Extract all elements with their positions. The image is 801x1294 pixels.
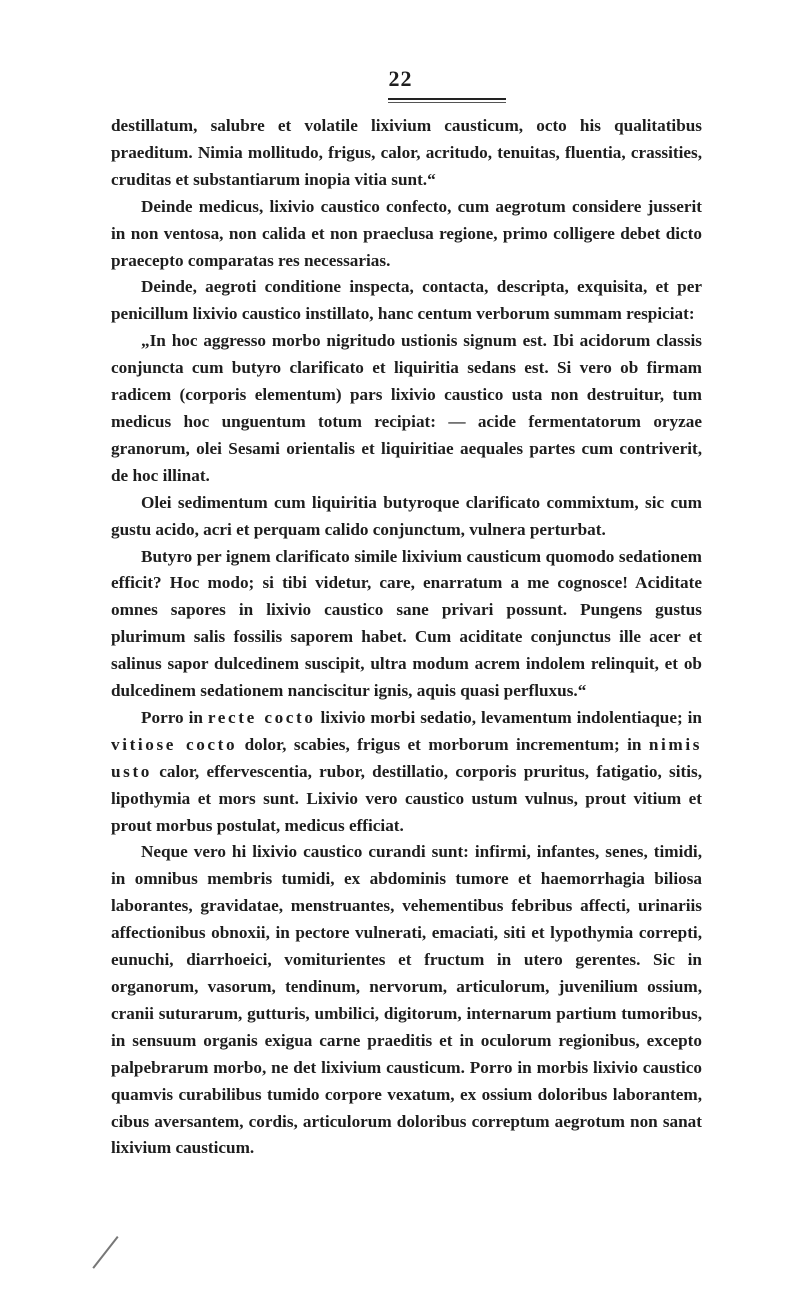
- spaced-emphasis: vitiose cocto: [111, 734, 238, 754]
- stray-pen-mark: [92, 1236, 118, 1269]
- text-run: Deinde, aegroti conditione inspecta, contacta, descripta, exquisita, et per penicillum lixivio caustico instillato, hanc centum verborum summam respiciat:: [111, 277, 702, 324]
- text-run: lixivio morbi sedatio, levamentum indolentiaque; in: [315, 707, 702, 727]
- body-text: [111, 113, 702, 1162]
- page-number: 22: [388, 66, 413, 91]
- header-rule-thin: [388, 102, 506, 103]
- paragraph: [111, 113, 702, 194]
- paragraph: [111, 328, 702, 489]
- header-rule: [388, 98, 506, 100]
- paragraph: [111, 544, 702, 705]
- text-run: Porro in: [141, 707, 208, 727]
- text-run: Olei sedimentum cum liquiritia butyroque clarificato commixtum, sic cum gustu acido, acri et perquam calido conjunctum, vulnera perturbat.: [111, 492, 702, 539]
- text-run: destillatum, salubre et volatile lixivium causticum, octo his qualitatibus praeditum. Nimia mollitudo, frigus, calor, acritudo, tenuitas, fluentia, crassities, cruditas et substantiarum inopia vitia sunt.“: [111, 116, 702, 189]
- text-run: dolor, scabies, frigus et morborum incrementum; in: [237, 734, 649, 754]
- spaced-emphasis: recte cocto: [207, 707, 316, 727]
- paragraph: [111, 490, 702, 544]
- text-run: calor, effervescentia, rubor, destillatio, corporis pruritus, fatigatio, sitis, lipothymia et mors sunt. Lixivio vero caustico ustum vulnus, prout vitium et prout morbus postulat, medicus efficiat.: [111, 761, 702, 835]
- text-run: Deinde medicus, lixivio caustico confecto, cum aegrotum considere jusserit in non ventosa, non calida et non praeclusa regione, primo colligere debet dicto praecepto comparatas res necessarias.: [111, 196, 702, 270]
- spaced-emphasis: nimis usto: [111, 734, 702, 781]
- paragraph: [111, 705, 702, 840]
- text-run: Neque vero hi lixivio caustico curandi sunt: infirmi, infantes, senes, timidi, in omnibus membris tumidi, ex abdominis tumore et haemorrhagia biliosa laborantes, gravidatae, menstruantes, vehementibus febribus affecti, urinariis affectionibus obnoxii, in pectore vulnerati, emaciati, siti et lypothymia correpti, eunuchi, diarrhoeici, vomiturientes et fructum in utero gerentes. Sic in organorum, vasorum, tendinum, nervorum, articulorum, juvenilium ossium, cranii suturarum, gutturis, umbilici, digitorum, internarum partium tumoribus, in sensuum organis exigua carne praeditis et in oculorum regionibus, excepto palpebrarum morbo, ne det lixivium causticum. Porro in morbis lixivio caustico quamvis curabilibus tumido corpore vexatum, ex ossium doloribus laborantem, cibus aversantem, cordis, articulorum doloribus correptum aegrotum non sanat lixivium causticum.: [111, 842, 702, 1158]
- paragraph: [111, 274, 702, 328]
- paragraph: [111, 194, 702, 275]
- text-run: Butyro per ignem clarificato simile lixivium causticum quomodo sedationem efficit? Hoc modo; si tibi videtur, care, enarratum a me cognosce! Aciditate omnes sapores in lixivio caustico sane privari possunt. Pungens gustus plurimum salis fossilis saporem habet. Cum aciditate conjunctus ille acer et salinus sapor dulcedinem suscipit, ultra modum acrem indolem relinquit, et ob dulcedinem sedationem nanciscitur ignis, aquis quasi perfluxus.“: [111, 546, 702, 701]
- text-run: „In hoc aggresso morbo nigritudo ustionis signum est. Ibi acidorum classis conjuncta cum butyro clarificato et liquiritia sedans est. Si vero ob firmam radicem (corporis elementum) pars lixivio caustico usta non destruitur, tum medicus hoc unguentum totum recipiat: — acide fermentatorum oryzae granorum, olei Sesami orientalis et liquiritiae aequales partes cum contriverit, de hoc illinat.: [111, 331, 702, 485]
- paragraph: [111, 839, 702, 1162]
